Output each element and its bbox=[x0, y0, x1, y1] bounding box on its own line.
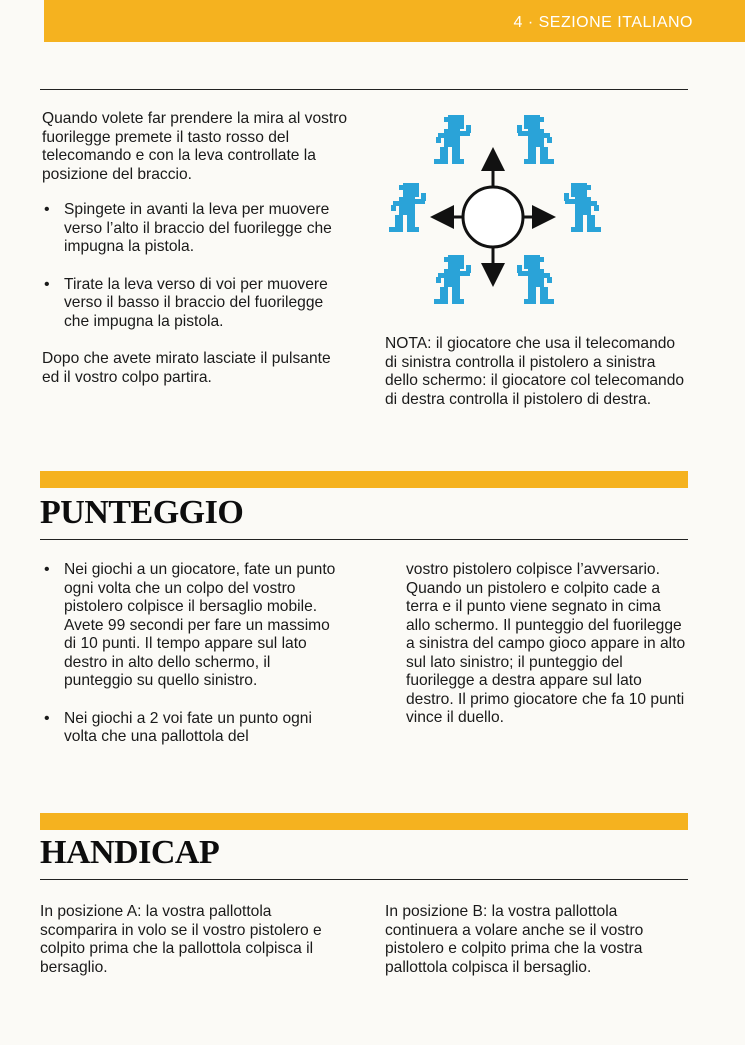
gunslinger-pixel-icon bbox=[389, 183, 426, 232]
punteggio-left-column bbox=[42, 561, 340, 747]
top-rule bbox=[40, 89, 688, 90]
handicap-a-text: la vostra pallottola scomparira in volo se il vostro pistolero e colpito prima che la pallottola colpisca il bersaglio. bbox=[40, 903, 322, 976]
note-block bbox=[385, 335, 685, 409]
joystick-circle bbox=[463, 187, 523, 247]
note-label: NOTA: bbox=[385, 335, 432, 352]
intro-bullet-2 bbox=[42, 276, 352, 332]
intro-paragraph: Quando volete far prendere la mira al vostro fuorilegge premete il tasto rosso del telecomando e con la leva controllate la posizione del braccio. bbox=[42, 110, 348, 183]
intro-bullet-1 bbox=[42, 201, 352, 257]
handicap-band bbox=[40, 813, 688, 830]
gunslinger-pixel-icon bbox=[434, 115, 471, 164]
intro-column bbox=[42, 110, 352, 387]
handicap-a-label: In posizione A: bbox=[40, 903, 142, 920]
punteggio-title: PUNTEGGIO bbox=[40, 494, 244, 531]
intro-bullet-1-text: Spingete in avanti la leva per muovere verso l’alto il braccio del fuorilegge che impugna la pistola. bbox=[64, 201, 332, 255]
handicap-b-label: In posizione B: bbox=[385, 903, 488, 920]
punteggio-rule bbox=[40, 539, 688, 540]
gunslinger-pixel-icon bbox=[517, 115, 554, 164]
gunslinger-pixel-icon bbox=[517, 255, 554, 304]
note-text: il giocatore che usa il telecomando di sinistra controlla il pistolero a sinistra dello schermo: il giocatore col telecomando di destra controlla il pistolero di destra. bbox=[385, 335, 685, 408]
punteggio-right-column bbox=[406, 561, 688, 728]
handicap-b bbox=[385, 903, 685, 977]
aim-direction-diagram bbox=[380, 105, 610, 330]
intro-bullets bbox=[42, 201, 352, 331]
punteggio-continuation: vostro pistolero colpisce l’avversario. Quando un pistolero e colpito cade a terra e il punto viene segnato in cima allo schermo. Il punteggio del fuorilegge a sinistra del campo gioco appare in alto sul lato sinistro; il punteggio del fuorilegge a destra appare sul lato destro. Il primo giocatore che fa 10 punti vince il duello. bbox=[406, 561, 686, 726]
handicap-rule bbox=[40, 879, 688, 880]
punteggio-bullet-1 bbox=[42, 561, 340, 691]
intro-bullet-2-text: Tirate la leva verso di voi per muovere verso il basso il braccio del fuorilegge che impugna la pistola. bbox=[64, 275, 328, 330]
gunslinger-pixel-icon bbox=[564, 183, 601, 232]
section-tag: 4 · SEZIONE ITALIANO bbox=[513, 14, 693, 31]
handicap-title: HANDICAP bbox=[40, 834, 220, 871]
punteggio-band bbox=[40, 471, 688, 488]
handicap-a bbox=[40, 903, 345, 977]
punteggio-bullet-2 bbox=[42, 710, 340, 747]
punteggio-bullet-1-text: Nei giochi a un giocatore, fate un punto ogni volta che un colpo del vostro pistolero colpisce il bersaglio mobile. Avete 99 secondi per fare un massimo di 10 punti. Il tempo appare sul lato destro in alto dello schermo, il punteggio su quello sinistro. bbox=[64, 561, 336, 689]
intro-closing: Dopo che avete mirato lasciate il pulsante ed il vostro colpo partira. bbox=[42, 350, 331, 386]
handicap-b-text: la vostra pallottola continuera a volare anche se il vostro pistolero e colpito prima che la vostra pallottola colpisca il bersaglio. bbox=[385, 903, 644, 976]
gunslinger-pixel-icon bbox=[434, 255, 471, 304]
punteggio-bullets bbox=[42, 561, 340, 747]
punteggio-bullet-2-text: Nei giochi a 2 voi fate un punto ogni volta che una pallottola del bbox=[64, 709, 312, 745]
